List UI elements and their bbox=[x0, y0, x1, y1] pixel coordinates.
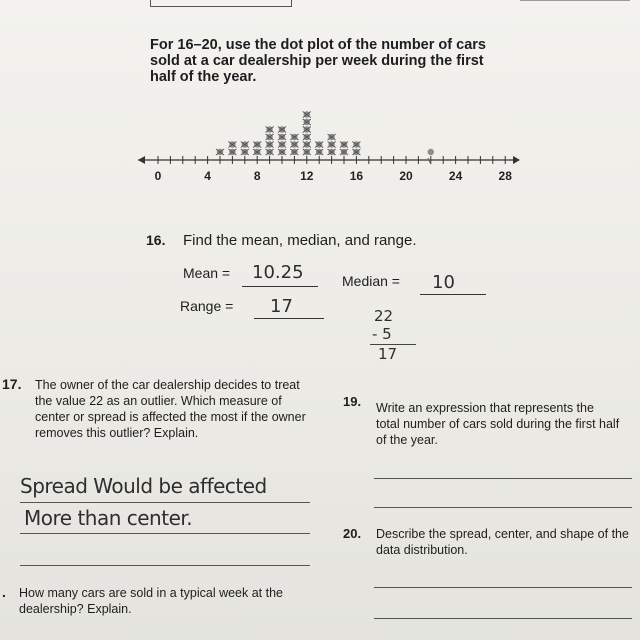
instructions: For 16–20, use the dot plot of the number of cars sold at a car dealership per week during the first half of the year. bbox=[150, 37, 486, 85]
tick-label-24: 24 bbox=[448, 169, 463, 183]
question-19-number: 19. bbox=[343, 394, 362, 409]
question-16-text: Find the mean, median, and range. bbox=[183, 232, 417, 249]
question-17-text: The owner of the car dealership decides to treat the value 22 as an outlier. Which measure of center or spread is affected the most if the owner removes this outlier? Explain. bbox=[35, 378, 306, 440]
question-16-number: 16. bbox=[146, 232, 166, 248]
scratch-work-middle: - 5 bbox=[372, 325, 392, 343]
question-20-text: Describe the spread, center, and shape of the data distribution. bbox=[376, 527, 629, 557]
mean-answer: 10.25 bbox=[252, 262, 304, 283]
mean-answer-line bbox=[242, 286, 318, 287]
scratch-work-bottom: 17 bbox=[378, 345, 398, 363]
data-dot bbox=[428, 149, 434, 155]
question-18-text: How many cars are sold in a typical week at the dealership? Explain. bbox=[19, 586, 284, 616]
question-18-number: . bbox=[2, 584, 6, 600]
tick-label-16: 16 bbox=[349, 169, 364, 183]
question-20-number: 20. bbox=[343, 526, 362, 541]
question-17-number: 17. bbox=[2, 376, 22, 392]
question-19-line1 bbox=[374, 478, 632, 479]
number-line-arrow-left bbox=[138, 156, 145, 164]
question-17-line3 bbox=[20, 565, 310, 566]
tick-label-12: 12 bbox=[300, 169, 314, 183]
number-line-arrow-right bbox=[513, 156, 520, 164]
tick-label-0: 0 bbox=[154, 169, 162, 183]
question-17-answer-line2: More than center. bbox=[24, 506, 193, 530]
range-label: Range = bbox=[180, 298, 234, 314]
question-17-line1 bbox=[20, 502, 310, 503]
question-19-text: Write an expression that represents the total number of cars sold during the first half of the year. bbox=[376, 401, 620, 447]
range-answer: 17 bbox=[270, 296, 293, 317]
dot-plot bbox=[130, 100, 530, 220]
question-20-line2 bbox=[374, 618, 632, 619]
tick-label-20: 20 bbox=[399, 169, 413, 183]
tick-label-8: 8 bbox=[253, 169, 261, 183]
range-answer-line bbox=[254, 318, 324, 319]
question-19-line2 bbox=[374, 507, 632, 508]
tick-label-4: 4 bbox=[204, 169, 211, 183]
tick-label-28: 28 bbox=[498, 169, 512, 183]
question-17-answer-line1: Spread Would be affected bbox=[20, 474, 267, 498]
question-17-line2 bbox=[20, 533, 310, 534]
median-answer-line bbox=[420, 294, 486, 295]
question-20-line1 bbox=[374, 587, 632, 588]
scratch-work-top: 22 bbox=[374, 307, 394, 325]
mean-label: Mean = bbox=[183, 265, 231, 281]
header-box bbox=[150, 0, 292, 7]
median-answer: 10 bbox=[432, 272, 455, 293]
median-label: Median = bbox=[342, 273, 400, 289]
header-rule bbox=[520, 0, 630, 1]
